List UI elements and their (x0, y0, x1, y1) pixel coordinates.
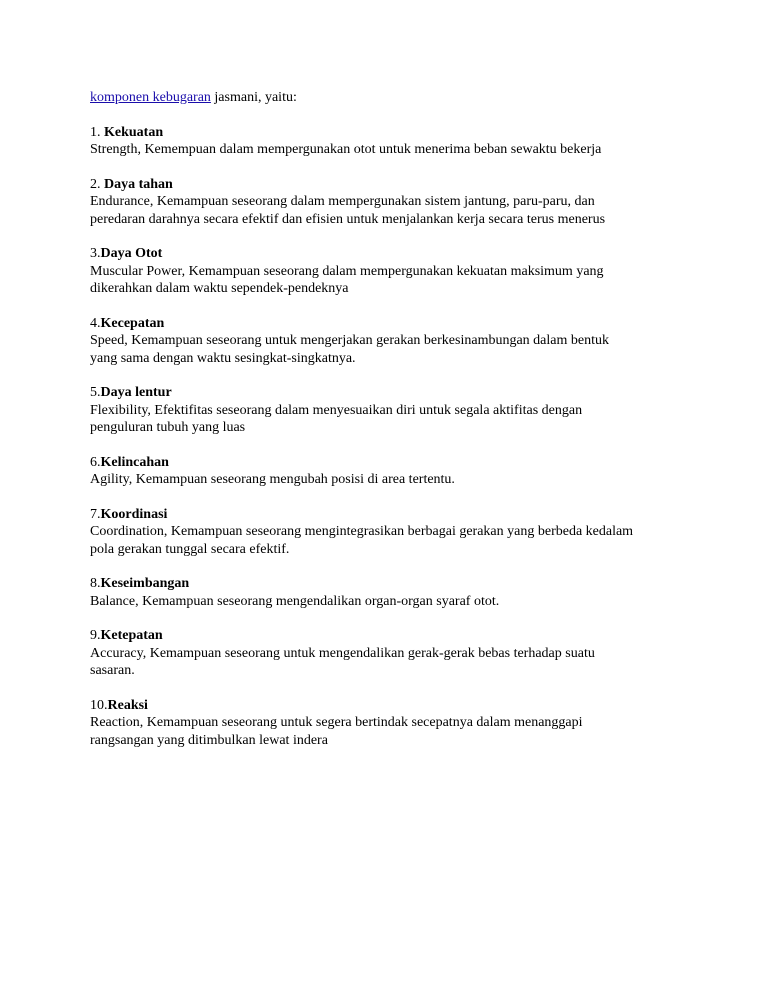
item-term: Reaksi (107, 697, 148, 713)
list-item-8 (90, 575, 690, 610)
item-heading (90, 176, 690, 194)
list-item-1 (90, 124, 690, 159)
item-number: 2. (90, 176, 104, 192)
list-item-6 (90, 454, 690, 489)
item-heading (90, 506, 690, 524)
item-term: Ketepatan (100, 628, 163, 643)
list-item-10 (90, 697, 690, 750)
item-description: Flexibility, Efektifitas seseorang dalam menyesuaikan diri untuk segala aktifitas dengan (90, 402, 583, 418)
item-term: Kecepatan (100, 315, 165, 331)
list-item-4 (90, 315, 690, 368)
item-number: 4. (90, 315, 101, 331)
item-number: 3. (90, 246, 101, 261)
item-heading (90, 627, 690, 645)
item-description: Reaction, Kemampuan seseorang untuk segera bertindak secepatnya dalam menanggapi (90, 715, 583, 730)
komponen-kebugaran-link[interactable]: komponen kebugaran (90, 90, 211, 105)
item-term: Daya tahan (104, 176, 173, 192)
item-term: Kelincahan (100, 454, 169, 470)
list-item-7 (90, 506, 690, 559)
item-description: Balance, Kemampuan seseorang mengendalikan organ-organ syaraf otot. (90, 593, 500, 609)
item-description: Speed, Kemampuan seseorang untuk mengerjakan gerakan berkesinambungan dalam bentuk (90, 333, 609, 348)
item-heading (90, 697, 690, 715)
item-heading (90, 245, 690, 263)
item-description: rangsangan yang ditimbulkan lewat indera (90, 732, 328, 748)
item-number: 5. (90, 385, 101, 400)
list-item-5 (90, 384, 690, 437)
item-description: sasaran. (90, 663, 135, 678)
item-description: yang sama dengan waktu sesingkat-singkatnya. (90, 350, 356, 366)
item-description: peredaran darahnya secara efektif dan efisien untuk menjalankan kerja secara terus menerus (90, 211, 606, 227)
item-heading (90, 575, 690, 593)
item-number: 9. (90, 628, 101, 643)
item-heading (90, 124, 690, 142)
item-term: Koordinasi (100, 506, 168, 522)
item-term: Daya lentur (100, 385, 172, 400)
item-description: dikerahkan dalam waktu sependek-pendeknya (90, 281, 349, 296)
item-description: Coordination, Kemampuan seseorang mengintegrasikan berbagai gerakan yang berbeda kedalam (90, 524, 634, 539)
list-item-9 (90, 627, 690, 680)
item-term: Daya Otot (100, 246, 163, 261)
document-page (90, 89, 690, 766)
item-description: Strength, Kemempuan dalam mempergunakan otot untuk menerima beban sewaktu bekerja (90, 142, 602, 157)
intro-paragraph (90, 89, 690, 107)
intro-text: jasmani, yaitu: (210, 90, 297, 105)
item-heading (90, 454, 690, 472)
list-item-2 (90, 176, 690, 229)
item-number: 6. (90, 454, 101, 470)
item-number: 10. (90, 697, 108, 713)
item-description: Endurance, Kemampuan seseorang dalam mempergunakan sistem jantung, paru-paru, dan (90, 194, 595, 209)
item-heading (90, 315, 690, 333)
item-description: Agility, Kemampuan seseorang mengubah posisi di area tertentu. (90, 472, 455, 487)
item-description: penguluran tubuh yang luas (90, 420, 246, 435)
item-term: Keseimbangan (100, 576, 190, 591)
list-item-3 (90, 245, 690, 298)
item-number: 7. (90, 506, 101, 522)
item-description: Accuracy, Kemampuan seseorang untuk mengendalikan gerak-gerak bebas terhadap suatu (90, 645, 595, 661)
item-term: Kekuatan (104, 124, 164, 140)
item-description: pola gerakan tunggal secara efektif. (90, 541, 290, 557)
item-number: 1. (90, 124, 104, 140)
item-description: Muscular Power, Kemampuan seseorang dalam mempergunakan kekuatan maksimum yang (90, 263, 604, 279)
item-number: 8. (90, 576, 101, 591)
item-heading (90, 384, 690, 402)
